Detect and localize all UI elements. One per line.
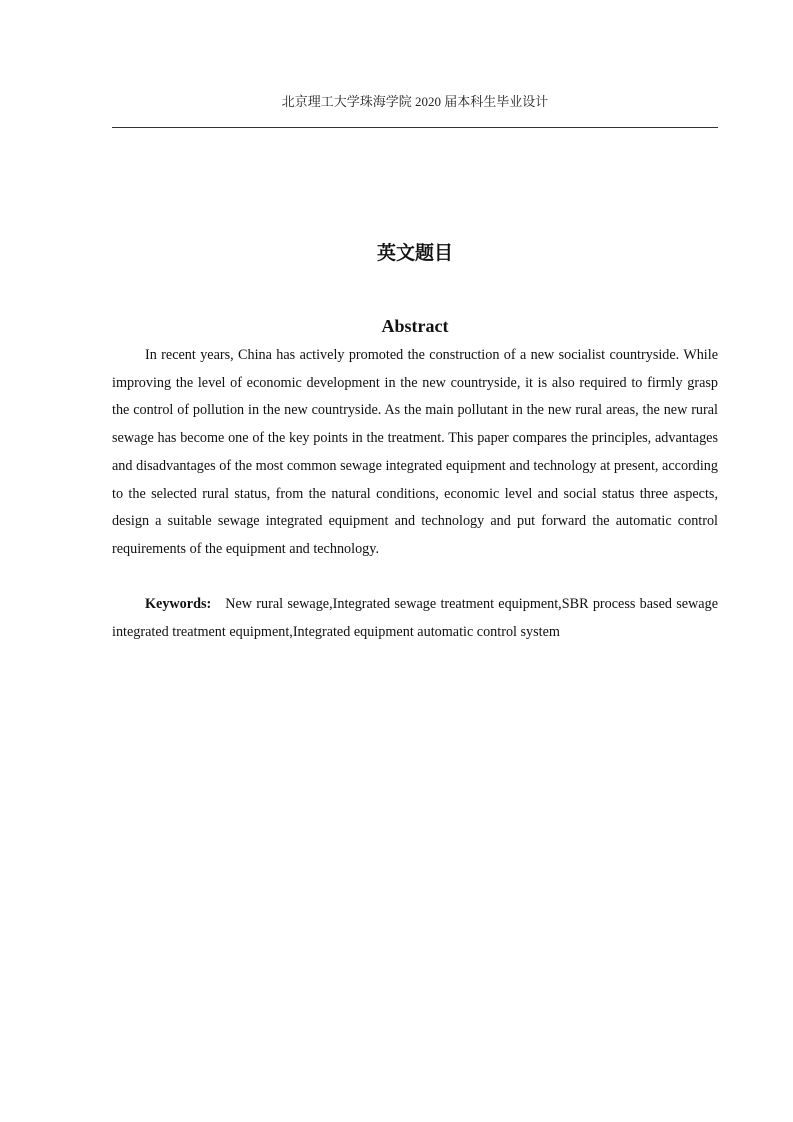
page-header: 北京理工大学珠海学院 2020 届本科生毕业设计 <box>281 94 549 109</box>
header-divider <box>112 127 718 128</box>
abstract-heading: Abstract <box>381 316 449 336</box>
keywords-label: Keywords: <box>145 596 212 612</box>
abstract-paragraph: In recent years, China has actively promoted the construction of a new socialist countryside. While improving the level of economic development in the new countryside, it is also required to firmly grasp the control of pollution in the new countryside. As the main pollutant in the new rural areas, the new rural sewage has become one of the key points in the treatment. This paper compares the principles, advantages and disadvantages of the most common sewage integrated equipment and technology at present, according to the selected rural status, from the natural conditions, economic level and social status three aspects, design a suitable sewage integrated equipment and technology and put forward the automatic control requirements of the equipment and technology. <box>112 347 718 557</box>
keywords-text: New rural sewage,Integrated sewage treatment equipment,SBR process based sewage integrated treatment equipment,Integrated equipment automatic control system <box>112 596 718 640</box>
keywords-paragraph <box>112 591 718 646</box>
english-title-heading: 英文题目 <box>376 242 453 264</box>
